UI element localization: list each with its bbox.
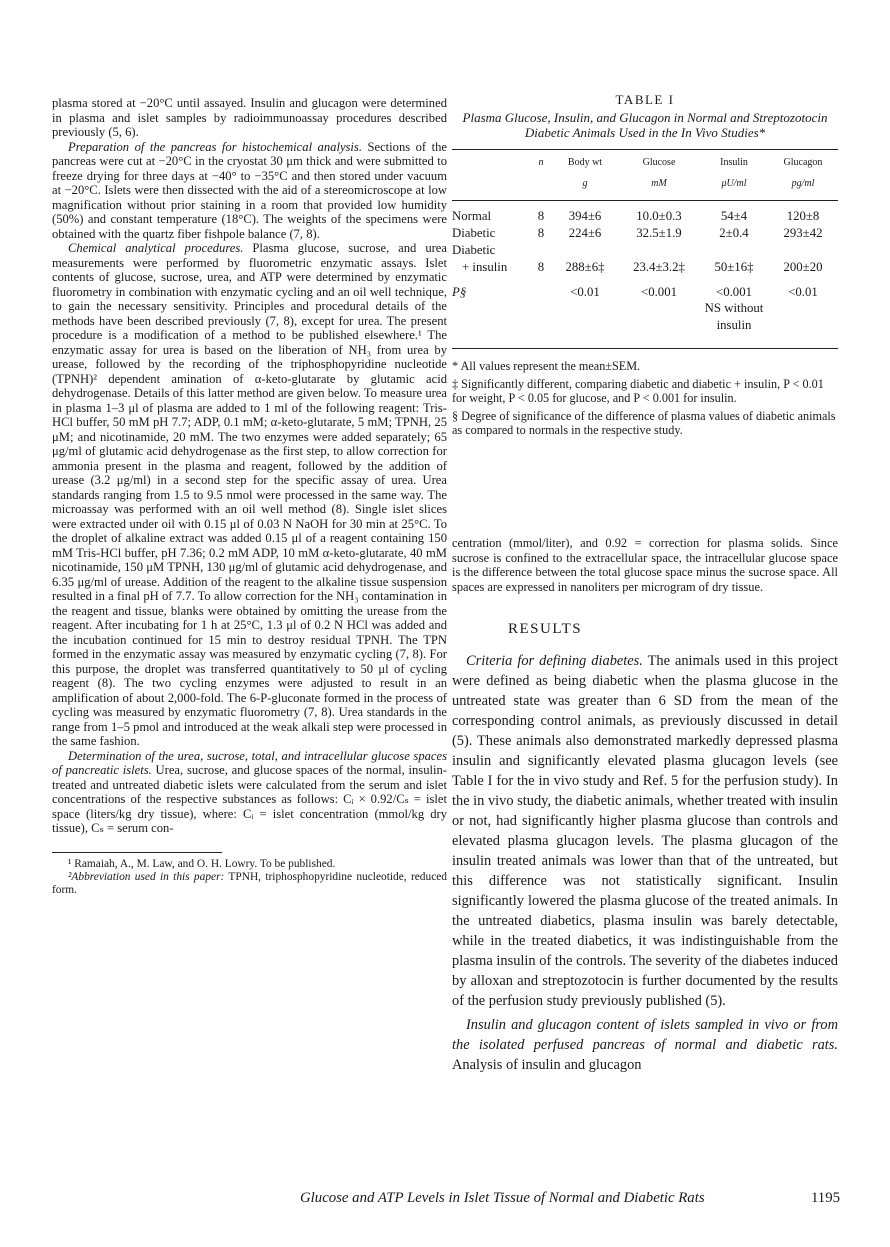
table-cell: 8	[537, 209, 545, 223]
right-column	[452, 536, 838, 1075]
p-label: P§	[452, 285, 467, 299]
paragraph-chemical-procedures	[52, 241, 447, 749]
paragraph-radioimmunoassay: plasma stored at −20°C until assayed. Insulin and glucagon were determined in plasma and islet samples by radioimmunoassay procedures described previously (5, 6).	[52, 96, 447, 139]
table-footnote: ‡ Significantly different, comparing diabetic and diabetic + insulin, P < 0.01 for weight, P < 0.05 for glucose, and P < 0.001 for insulin.	[452, 376, 824, 405]
table-cell: 293±42	[783, 226, 823, 240]
table-footnote: § Degree of significance of the difference of plasma values of diabetic animals as compared to normals in the respective study.	[452, 408, 836, 437]
table-cell: 288±6‡	[565, 260, 605, 274]
table-cell: <0.01	[788, 285, 818, 299]
row-label: Normal	[452, 209, 492, 223]
paragraph-body: Analysis of insulin and glucagon	[452, 1056, 642, 1073]
data-table	[452, 149, 838, 349]
p-note: NS without insulin	[704, 301, 764, 332]
running-title: Glucose and ATP Levels in Islet Tissue of Normal and Diabetic Rats	[300, 1190, 705, 1206]
paragraph-spaces-determination	[52, 749, 447, 836]
table-footnotes	[452, 359, 838, 438]
table-cell: 2±0.4	[719, 226, 749, 240]
footnote-2-head: ²Abbreviation used in this paper:	[68, 870, 225, 883]
table-caption: Plasma Glucose, Insulin, and Glucagon in Normal and Streptozotocin Diabetic Animals Used in the In Vivo Studies*	[462, 110, 828, 140]
p-value: <0.001	[715, 285, 752, 299]
header-cell: n	[538, 157, 544, 168]
header-cell: Glucose	[642, 157, 676, 168]
table-cell: 10.0±0.3	[636, 209, 682, 223]
header-cell: Body wt	[567, 157, 603, 168]
table-cell	[700, 276, 768, 349]
unit-cell: mM	[651, 178, 667, 189]
table-cell: 224±6	[568, 226, 602, 240]
paragraph-insulin-glucagon	[452, 1015, 838, 1075]
paragraph-histochemical-preparation	[52, 140, 447, 242]
unit-cell	[530, 178, 552, 201]
table-footnote: * All values represent the mean±SEM.	[452, 359, 641, 373]
table-row	[452, 242, 838, 276]
row-label-line: Diabetic	[452, 243, 496, 257]
footnote-2-body: TPNH, triphosphopyridine nucleotide, reduced form.	[52, 870, 447, 896]
table-p-row	[452, 276, 838, 349]
results-heading: RESULTS	[508, 621, 583, 637]
table-row	[452, 201, 838, 226]
section-head-chemical: Chemical analytical procedures.	[68, 241, 244, 255]
section-head-insulin-glucagon: Insulin and glucagon content of islets sampled in vivo or from the isolated perfused pancreas of normal and diabetic rats.	[452, 1016, 838, 1053]
table-cell: 8	[537, 260, 545, 274]
table-cell: 32.5±1.9	[636, 226, 682, 240]
page-footer	[300, 1190, 840, 1207]
section-head-histochemical: Preparation of the pancreas for histochemical analysis.	[68, 139, 362, 154]
table-block	[452, 92, 838, 441]
footnote-divider	[52, 852, 222, 853]
table-cell: 8	[537, 226, 545, 240]
left-column	[52, 96, 447, 897]
unit-cell: pg/ml	[791, 178, 815, 189]
paragraph-criteria	[452, 651, 838, 1011]
footnote-1: ¹ Ramaiah, A., M. Law, and O. H. Lowry. To be published.	[68, 857, 336, 870]
table-cell: <0.001	[640, 285, 677, 299]
paragraph-body: The animals used in this project were defined as being diabetic when the plasma glucose in the untreated state was greater than 6 SD from the mean of the corresponding control animals, as previously discussed in detail (5). These animals also demonstrated markedly depressed plasma insulin and significantly elevated plasma glucagon levels (see Table I for the in vivo study and Ref. 5 for the perfusion study). In the in vivo study, the diabetic animals, whether treated with insulin or not, had significantly higher plasma glucose than controls and elevated plasma glucagon levels. The plasma glucagon of the insulin treated animals was lower than that of the untreated, but this difference was not statistically significant. Insulin significantly lowered the plasma glucose of the treated animals. In the untreated diabetics, plasma insulin was barely detectable, while in the treated diabetics, it was indistinguishable from the plasma insulin of the controls. The severity of the diabetes induced by alloxan and streptozotocin is further documented by the results of the perfusion study previously published (5).	[452, 652, 838, 1009]
table-cell: <0.01	[570, 285, 600, 299]
row-label: Diabetic	[452, 226, 496, 240]
footnote-2	[52, 871, 447, 897]
table-cell: 120±8	[786, 209, 820, 223]
unit-cell: μU/ml	[721, 178, 747, 189]
results-body	[452, 651, 838, 1075]
table-header-row	[452, 150, 838, 179]
section-head-spaces: Determination of the urea, sucrose, total, and intracellular glucose spaces of pancreatic islets.	[52, 748, 447, 777]
row-label	[452, 276, 530, 349]
paragraph-body: Sections of the pancreas were cut at −20°C in the cryostat 30 μm thick and were submitted to freeze drying for three days at −40° to −35°C and then stored under vacuum at −20°C. Islets were then dissected with the aid of a stereomicroscope at low magnification without prior staining in a room that provided low humidity (50%) and constant temperature (18°C). The weights of the specimens were obtained with the quartz fiber fishpole balance (7, 8).	[52, 139, 447, 241]
page-number: 1195	[810, 1190, 840, 1206]
table-cell: 200±20	[783, 260, 823, 274]
table-cell: 54±4	[720, 209, 748, 223]
header-cell: Glucagon	[783, 157, 823, 168]
header-cell: Insulin	[720, 157, 748, 168]
table-units-row	[452, 178, 838, 201]
paragraph-body: Urea, sucrose, and glucose spaces of the normal, insulin-treated and untreated diabetic islets were calculated from the serum and islet concentrations of the respective substances as follows: Cᵢ × 0.92/Cₛ = islet space (liters/kg dry tissue), where: Cᵢ = islet concentration (mmol/kg dry tissue), Cₛ = serum con-	[52, 763, 447, 835]
table-cell: 394±6	[568, 209, 602, 223]
paragraph-body: Plasma glucose, sucrose, and urea measurements were performed by fluorometric enzymatic assays. Islet contents of glucose, sucrose, urea, and ATP were determined by enzymatic fluorometry in combination with enzymatic cycling and an oil well technique, to gain the necessary sensitivity. Principles and procedural details of the methods have been described previously (7, 8), except for urea. The present procedure is a modification of a method to be published elsewhere.¹ The enzymatic assay for urea is based on the liberation of NH₃ from urea by urease, followed by the recording of the triphosphopyridine nucleotide (TPNH)² dependent amination of α-keto-glutarate by glutamic acid dehydrogenase. Details of this latter method are given below. To measure urea in plasma 1–3 μl of plasma are added to 1 ml of the following reagent: Tris-HCl buffer, 50 mM pH 7.7; ADP, 0.1 mM; α-keto-glutarate, 5 mM; TPNH, 25 μM; and nicotinamide, 20 mM. The two enzymes were added separately; 65 μg/ml of glutamic acid dehydrogenase as the first step, to allow correction for ammonia present in the plasma and reagent, followed by the addition of urease (3.2 μg/ml) in a second step for the specific assay of urea. Urea standards ranging from 1.5 to 9.5 nmol were processed in the same way. The microassay was performed with an oil well method (8). Single islet slices were extracted under oil with 0.15 μl of 0.03 N NaOH for 30 min at 25°C. To the droplet of alkaline extract was added 0.15 μl of a reagent containing 150 mM Tris-HCl buffer, pH 7.36; 0.2 mM ADP, 10 mM α-keto-glutarate, 40 mM nicotinamide, 150 μM TPNH, 130 μg/ml of glutamic acid dehydrogenase, and 6.35 μg/ml of urease. Addition of the reagent to the alkaline tissue suspension resulted in a final pH of 7.7. To allow correction for the NH₃ contamination in the reagent and tissue, blanks were obtained by omitting the urease from the reagent. After incubating for 1 h at 25°C, 1.3 μl of 0.2 N HCl was added and the incubation continued for 15 min to destroy residual TPNH. The TPN formed in the enzymatic assay was measured by enzymatic cycling (7, 8). For this purpose, the droplet was transferred quantitatively to 50 μl of cycling reagent (8). The two cycling enzymes were adjusted to result in an amplification of about 2,000-fold. The 6-P-gluconate formed in the process of cycling was measured by enzymatic fluorometry (7, 8). Urea standards in the range from 1–5 pmol and introduced at the weak alkali step were processed in the same fashion.	[52, 241, 447, 748]
section-head-criteria: Criteria for defining diabetes.	[466, 652, 643, 669]
row-label-line: + insulin	[462, 260, 508, 274]
table-cell: 50±16‡	[714, 260, 754, 274]
header-cell	[452, 150, 530, 179]
table-row	[452, 225, 838, 242]
table-title: TABLE I	[615, 92, 675, 107]
paragraph-spaces-continued: centration (mmol/liter), and 0.92 = correction for plasma solids. Since sucrose is confined to the extracellular space, the intracellular glucose space is the difference between the total glucose space minus the sucrose space. All spaces are expressed in nanoliters per microgram of dry tissue.	[452, 536, 838, 594]
unit-cell: g	[582, 178, 588, 189]
row-label	[452, 242, 530, 276]
table-cell: 23.4±3.2‡	[633, 260, 685, 274]
unit-cell	[452, 178, 530, 201]
